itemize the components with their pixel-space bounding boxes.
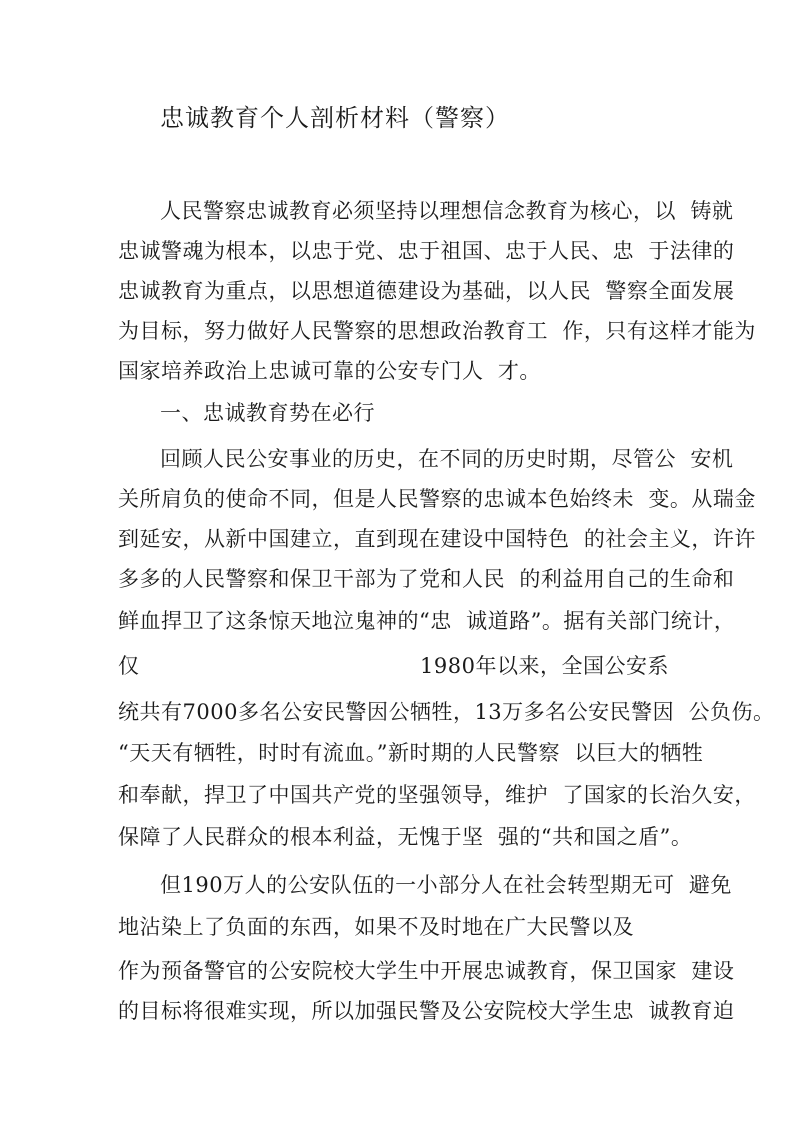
text-line: 回顾人民公安事业的历史，在不同的历史时期，尽管公 安机 [160, 447, 734, 471]
text-line: 和奉献，捍卫了中国共产党的坚强领导，维护 了国家的长治久安， [118, 783, 756, 807]
text-line: 国家培养政治上忠诚可靠的公安专门人 才。 [118, 359, 541, 383]
text-line: 到延安，从新中国建立，直到现在建设中国特色 的社会主义，许许 [118, 527, 756, 551]
text-line: 鲜血捍卫了这条惊天地泣鬼神的“忠 诚道路”。据有关部门统计， [118, 609, 736, 633]
text-line: 人民警察忠诚教育必须坚持以理想信念教育为核心，以 铸就 [160, 199, 734, 223]
text-line: 的目标将很难实现，所以加强民警及公安院校大学生忠 诚教育迫 [118, 999, 735, 1023]
text-line: 地沾染上了负面的东西，如果不及时地在广大民警以及 [118, 915, 634, 939]
document-title: 忠诚教育个人剖析材料（警察） [160, 104, 510, 132]
text-line: 1980年以来，全国公安系 [420, 654, 669, 678]
text-line: 但190万人的公安队伍的一小部分人在社会转型期无可 避免 [160, 873, 732, 897]
text-line: 保障了人民群众的根本利益，无愧于坚 强的“共和国之盾”。 [118, 825, 693, 849]
text-line: 为目标，努力做好人民警察的思想政治教育工 作，只有这样才能为 [118, 319, 756, 343]
text-line: 忠诚教育为重点，以思想道德建设为基础，以人民 警察全面发展 [118, 279, 735, 303]
text-line: “天天有牺牲，时时有流血。”新时期的人民警察 以巨大的牺牲 [118, 741, 704, 765]
text-line: 忠诚警魂为根本，以忠于党、忠于祖国、忠于人民、忠 于法律的 [118, 239, 735, 263]
text-line: 多多的人民警察和保卫干部为了党和人民 的利益用自己的生命和 [118, 567, 735, 591]
text-line: 仅 [118, 654, 140, 678]
section-heading: 一、忠诚教育势在必行 [160, 401, 375, 425]
text-line: 统共有7000多名公安民警因公牺牲，13万多名公安民警因 公负伤。 [118, 700, 775, 724]
text-line: 作为预备警官的公安院校大学生中开展忠诚教育，保卫国家 建设 [118, 959, 735, 983]
text-line: 关所肩负的使命不同，但是人民警察的忠诚本色始终未 变。从瑞金 [118, 487, 756, 511]
